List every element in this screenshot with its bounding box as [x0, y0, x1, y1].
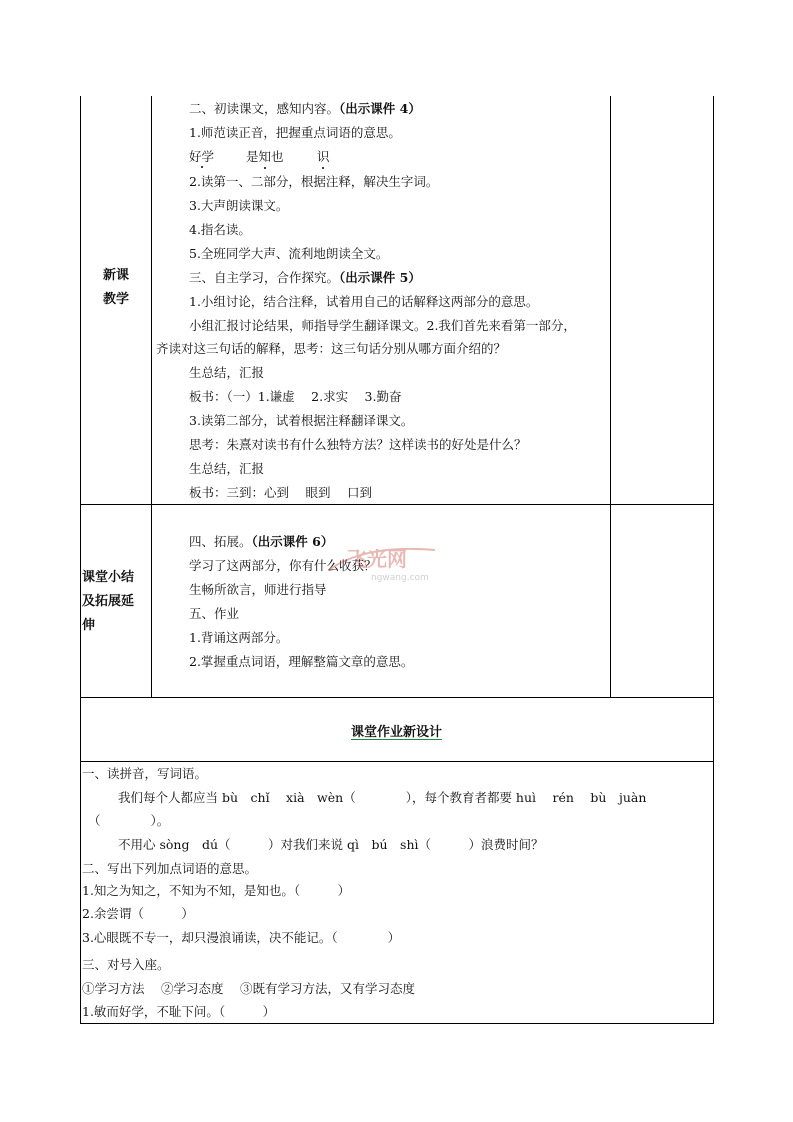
watermark-text: 飞光网 — [347, 547, 407, 571]
step-line: 生畅所欲言，师进行指导 — [189, 582, 327, 597]
step-4-heading: 四、拓展。（出示课件 6） — [189, 534, 334, 549]
step-line: 思考：朱熹对读书有什么独特方法？这样读书的好处是什么？ — [189, 437, 527, 452]
row-divider-1 — [80, 504, 714, 505]
key-word: 是知也 — [246, 149, 284, 164]
col-divider-left — [151, 96, 152, 697]
label-line: 课堂小结 — [82, 570, 135, 585]
watermark-logo — [325, 540, 465, 584]
step-line: 学习了这两部分，你有什么收获？ — [189, 558, 377, 573]
step-line: 2.读第一、二部分，根据注释，解决生字词。 — [189, 174, 439, 189]
label-line: 新课 — [102, 268, 129, 283]
step-line: 3.读第二部分，试着根据注释翻译课文。 — [189, 413, 414, 428]
option-list: ①学习方法 ②学习态度 ③既有学习方法，又有学习态度 — [82, 981, 415, 996]
row-divider-2 — [80, 697, 714, 698]
step-line: 1.师范读正音，把握重点词语的意思。 — [189, 125, 401, 140]
homework-title: 课堂作业新设计 — [350, 725, 442, 740]
section-2-title: 二、写出下列加点词语的意思。 — [82, 861, 258, 876]
step-line: 5.全班同学大声、流利地朗读全文。 — [189, 246, 389, 261]
board-note: 板书：（一）1.谦虚 2.求实 3.勤奋 — [189, 389, 402, 404]
step-line: 小组汇报讨论结果，师指导学生翻译课文。2.我们首先来看第一部分， — [189, 318, 576, 333]
step-line: 1.小组讨论，结合注释，试着用自己的话解释这两部分的意思。 — [189, 294, 539, 309]
row-divider-3 — [80, 761, 714, 762]
pinyin-line: 不用心 sòng dú（ ）对我们来说 qì bú shì（ ）浪费时间？ — [118, 837, 544, 852]
row-label-new-lesson — [84, 264, 148, 312]
label-line: 伸 — [82, 618, 96, 633]
key-word: 好学 — [189, 149, 215, 164]
question-item: 1.敏而好学，不耻下问。（ ） — [82, 1004, 276, 1019]
step-line: 3.大声朗读课文。 — [189, 198, 289, 213]
key-word: 识 — [317, 149, 330, 164]
step-line: 齐读对这三句话的解释，思考：这三句话分别从哪方面介绍的？ — [156, 341, 507, 356]
step-line: 4.指名读。 — [189, 222, 251, 237]
step-3-heading: 三、自主学习，合作探究。（出示课件 5） — [189, 270, 421, 285]
question-item: 3.心眼既不专一，却只漫浪诵读，决不能记。（ ） — [82, 930, 401, 945]
key-words-line — [189, 149, 330, 165]
board-note: 板书：三到：心到 眼到 口到 — [189, 485, 372, 500]
pinyin-line: 我们每个人都应当 bù chǐ xià wèn（ ），每个教育者都要 huì rén bù juàn — [118, 790, 647, 805]
watermark-sub: ngwang.com — [371, 573, 429, 583]
label-line: 教学 — [102, 292, 129, 307]
step-line: 五、作业 — [189, 606, 240, 621]
step-line: 生总结，汇报 — [189, 461, 265, 476]
pinyin-line-cont: （ ）。 — [88, 813, 170, 828]
step-line: 生总结，汇报 — [189, 365, 265, 380]
step-line: 1.背诵这两部分。 — [189, 630, 289, 645]
question-item: 1.知之为知之，不知为不知，是知也。（ ） — [82, 883, 351, 898]
col-divider-right — [610, 96, 611, 697]
step-line: 2.掌握重点词语，理解整篇文章的意思。 — [189, 654, 414, 669]
row-label-summary — [82, 566, 150, 638]
section-3-title: 三、对号入座。 — [82, 957, 170, 972]
section-1-title: 一、读拼音，写词语。 — [82, 766, 208, 781]
step-2-heading: 二、初读课文，感知内容。（出示课件 4） — [189, 101, 421, 116]
label-line: 及拓展延 — [82, 594, 135, 609]
question-item: 2.余尝谓（ ） — [82, 906, 194, 921]
